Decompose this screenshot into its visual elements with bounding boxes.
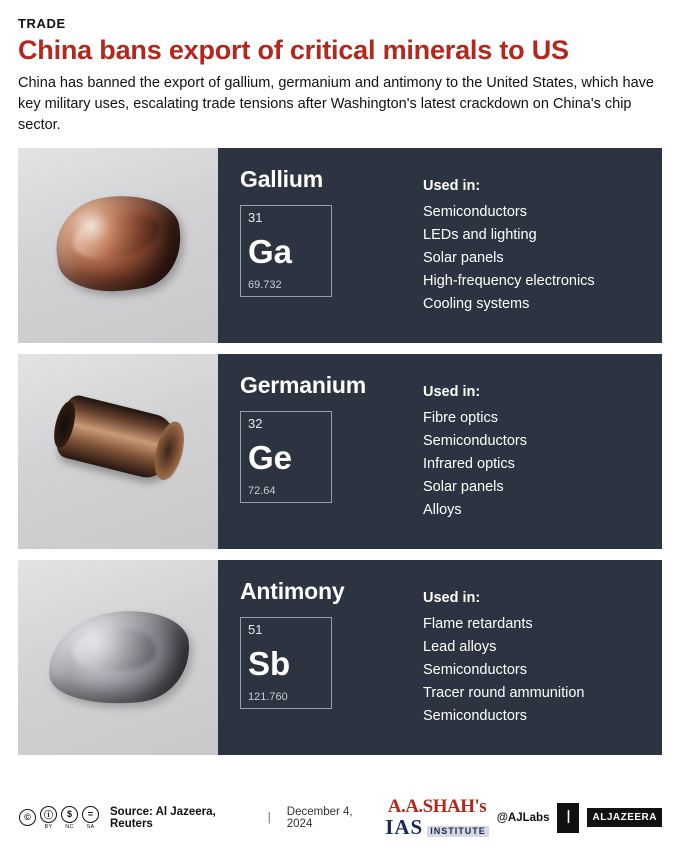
mineral-card-gallium bbox=[18, 148, 662, 343]
mineral-cards bbox=[18, 148, 662, 755]
germanium-mineral-photo bbox=[18, 354, 218, 549]
gallium-element-panel bbox=[218, 148, 413, 343]
antimony-uses-panel bbox=[413, 560, 662, 755]
element-name: Germanium bbox=[240, 372, 367, 399]
list-item: Tracer round ammunition bbox=[423, 685, 585, 701]
periodic-element-box bbox=[240, 205, 332, 297]
institute-logo bbox=[385, 797, 489, 838]
aljazeera-wordmark: ALJAZEERA bbox=[587, 808, 662, 827]
publication-date: December 4, 2024 bbox=[286, 805, 353, 830]
element-atomic-weight: 69.732 bbox=[248, 279, 282, 292]
uses-title: Used in: bbox=[423, 178, 481, 195]
antimony-element-panel bbox=[218, 560, 413, 755]
list-item: LEDs and lighting bbox=[423, 227, 537, 244]
institute-word: INSTITUTE bbox=[427, 826, 489, 837]
element-atomic-weight: 121.760 bbox=[248, 691, 288, 704]
element-name: Antimony bbox=[240, 578, 345, 605]
uses-list bbox=[423, 613, 644, 728]
cc-sa-icon: = bbox=[82, 806, 99, 823]
element-atomic-weight: 72.64 bbox=[248, 485, 276, 498]
germanium-uses-panel bbox=[413, 354, 662, 549]
kicker-label: TRADE bbox=[18, 16, 66, 31]
uses-title: Used in: bbox=[423, 590, 481, 607]
mineral-card-antimony bbox=[18, 560, 662, 755]
cc-badge-group bbox=[81, 806, 100, 830]
institute-acronym: IAS bbox=[385, 815, 424, 839]
mineral-card-germanium bbox=[18, 354, 662, 549]
list-item: Flame retardants bbox=[423, 616, 533, 633]
list-item: Semiconductors bbox=[423, 204, 527, 221]
cc-badge-group bbox=[60, 806, 79, 830]
cc-badge-group bbox=[39, 806, 58, 830]
footer bbox=[18, 787, 662, 850]
list-item: Semiconductors bbox=[423, 433, 527, 450]
list-item: Fibre optics bbox=[423, 410, 498, 427]
institute-name-line2-wrap bbox=[385, 817, 489, 838]
list-item: Infrared optics bbox=[423, 456, 515, 473]
periodic-element-box bbox=[240, 617, 332, 709]
cc-nc-icon: $ bbox=[61, 806, 78, 823]
list-item: Lead alloys bbox=[423, 639, 497, 656]
cc-sa-label: SA bbox=[86, 823, 95, 830]
cc-badge-group bbox=[18, 809, 37, 827]
list-item: Solar panels bbox=[423, 479, 504, 495]
element-atomic-number: 31 bbox=[248, 210, 263, 226]
footer-separator: | bbox=[267, 811, 271, 824]
element-name: Gallium bbox=[240, 166, 323, 193]
list-item: Cooling systems bbox=[423, 295, 530, 312]
ajlabs-handle: @AJLabs bbox=[496, 811, 550, 824]
list-item: Semiconductors bbox=[423, 707, 527, 724]
institute-name-line1: A.A.SHAH's bbox=[387, 796, 487, 817]
element-symbol: Ge bbox=[248, 438, 293, 476]
cc-nc-label: NC bbox=[65, 823, 74, 830]
list-item: Alloys bbox=[423, 501, 462, 518]
aljazeera-logo-icon: ا bbox=[557, 803, 579, 833]
gallium-mineral-photo bbox=[18, 148, 218, 343]
uses-list bbox=[423, 201, 644, 316]
standfirst-text: China has banned the export of gallium, germanium and antimony to the United States, which have key military uses, escalating trade tensions after Washington's latest crackdown on China's chip sector. bbox=[18, 75, 654, 134]
element-atomic-number: 51 bbox=[248, 622, 263, 638]
element-symbol: Sb bbox=[248, 644, 291, 682]
uses-title: Used in: bbox=[423, 384, 481, 401]
page-title: China bans export of critical minerals to US bbox=[18, 35, 569, 65]
periodic-element-box bbox=[240, 411, 332, 503]
element-atomic-number: 32 bbox=[248, 416, 263, 432]
element-symbol: Ga bbox=[248, 232, 293, 270]
source-credit: Source: Al Jazeera, Reuters bbox=[110, 805, 216, 830]
footer-logos bbox=[385, 797, 662, 838]
cc-icon: © bbox=[19, 809, 36, 826]
cc-by-label: BY bbox=[44, 823, 53, 830]
list-item: Semiconductors bbox=[423, 662, 527, 679]
gallium-uses-panel bbox=[413, 148, 662, 343]
uses-list bbox=[423, 407, 644, 522]
list-item: Solar panels bbox=[423, 250, 504, 267]
antimony-mineral-photo bbox=[18, 560, 218, 755]
germanium-element-panel bbox=[218, 354, 413, 549]
creative-commons-icon bbox=[18, 806, 100, 830]
cc-by-icon: ⓘ bbox=[40, 806, 57, 823]
list-item: High-frequency electronics bbox=[423, 273, 595, 289]
